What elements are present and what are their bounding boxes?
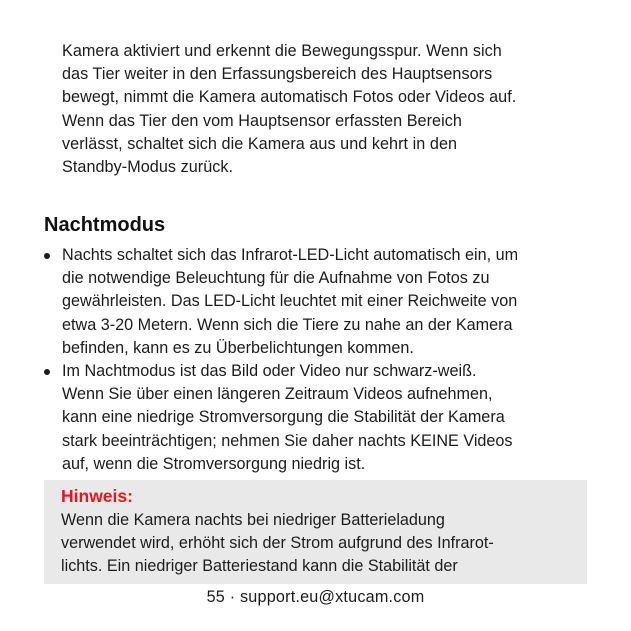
section-heading-night-mode: Nachtmodus xyxy=(44,214,166,236)
note-box xyxy=(44,480,587,584)
bullet-line: stark beeinträchtigen; nehmen Sie daher nachts KEINE Videos xyxy=(62,431,513,450)
bullet-line: befinden, kann es zu Überbelichtungen kommen. xyxy=(62,338,414,357)
night-mode-bullet-list xyxy=(44,244,604,476)
page-footer: 55 · support.eu@xtucam.com xyxy=(206,588,425,606)
intro-line: Kamera aktiviert und erkennt die Bewegungsspur. Wenn sich xyxy=(62,42,502,60)
intro-line: bewegt, nimmt die Kamera automatisch Fotos oder Videos auf. xyxy=(62,88,517,107)
intro-line: das Tier weiter in den Erfassungsbereich des Hauptsensors xyxy=(62,65,493,84)
intro-line: Standby-Modus zurück. xyxy=(62,158,234,177)
bullet-text xyxy=(62,244,604,360)
bullet-dot-icon xyxy=(44,369,50,375)
note-body xyxy=(61,509,494,579)
bullet-text xyxy=(62,360,604,476)
bullet-line: gewährleisten. Das LED-Licht leuchtet mit einer Reichweite von xyxy=(62,292,518,311)
note-line: lichts. Ein niedriger Batteriestand kann die Stabilität der xyxy=(61,557,458,576)
bullet-dot-icon xyxy=(44,253,50,259)
bullet-line: die notwendige Beleuchtung für die Aufnahme von Fotos zu xyxy=(62,269,490,288)
intro-line: Wenn das Tier den vom Hauptsensor erfassten Bereich xyxy=(62,111,462,130)
bullet-line: etwa 3-20 Metern. Wenn sich die Tiere zu nahe an der Kamera xyxy=(62,315,513,334)
note-title: Hinweis: xyxy=(61,486,133,506)
bullet-line: kann eine niedrige Stromversorgung die Stabilität der Kamera xyxy=(62,408,505,427)
intro-paragraph xyxy=(62,40,607,179)
intro-line: verlässt, schaltet sich die Kamera aus und kehrt in den xyxy=(62,134,458,153)
note-line: verwendet wird, erhöht sich der Strom aufgrund des Infrarot- xyxy=(61,534,494,553)
bullet-item-black-white xyxy=(44,360,604,476)
bullet-line: Wenn Sie über einen längeren Zeitraum Videos aufnehmen, xyxy=(62,385,493,404)
bullet-line: Nachts schaltet sich das Infrarot-LED-Licht automatisch ein, um xyxy=(62,246,519,264)
bullet-line: Im Nachtmodus ist das Bild oder Video nur schwarz-weiß. xyxy=(62,362,477,381)
bullet-item-infrared xyxy=(44,244,604,360)
bullet-line: auf, wenn die Stromversorgung niedrig ist. xyxy=(62,454,366,473)
note-line: Wenn die Kamera nachts bei niedriger Batterieladung xyxy=(61,511,445,529)
